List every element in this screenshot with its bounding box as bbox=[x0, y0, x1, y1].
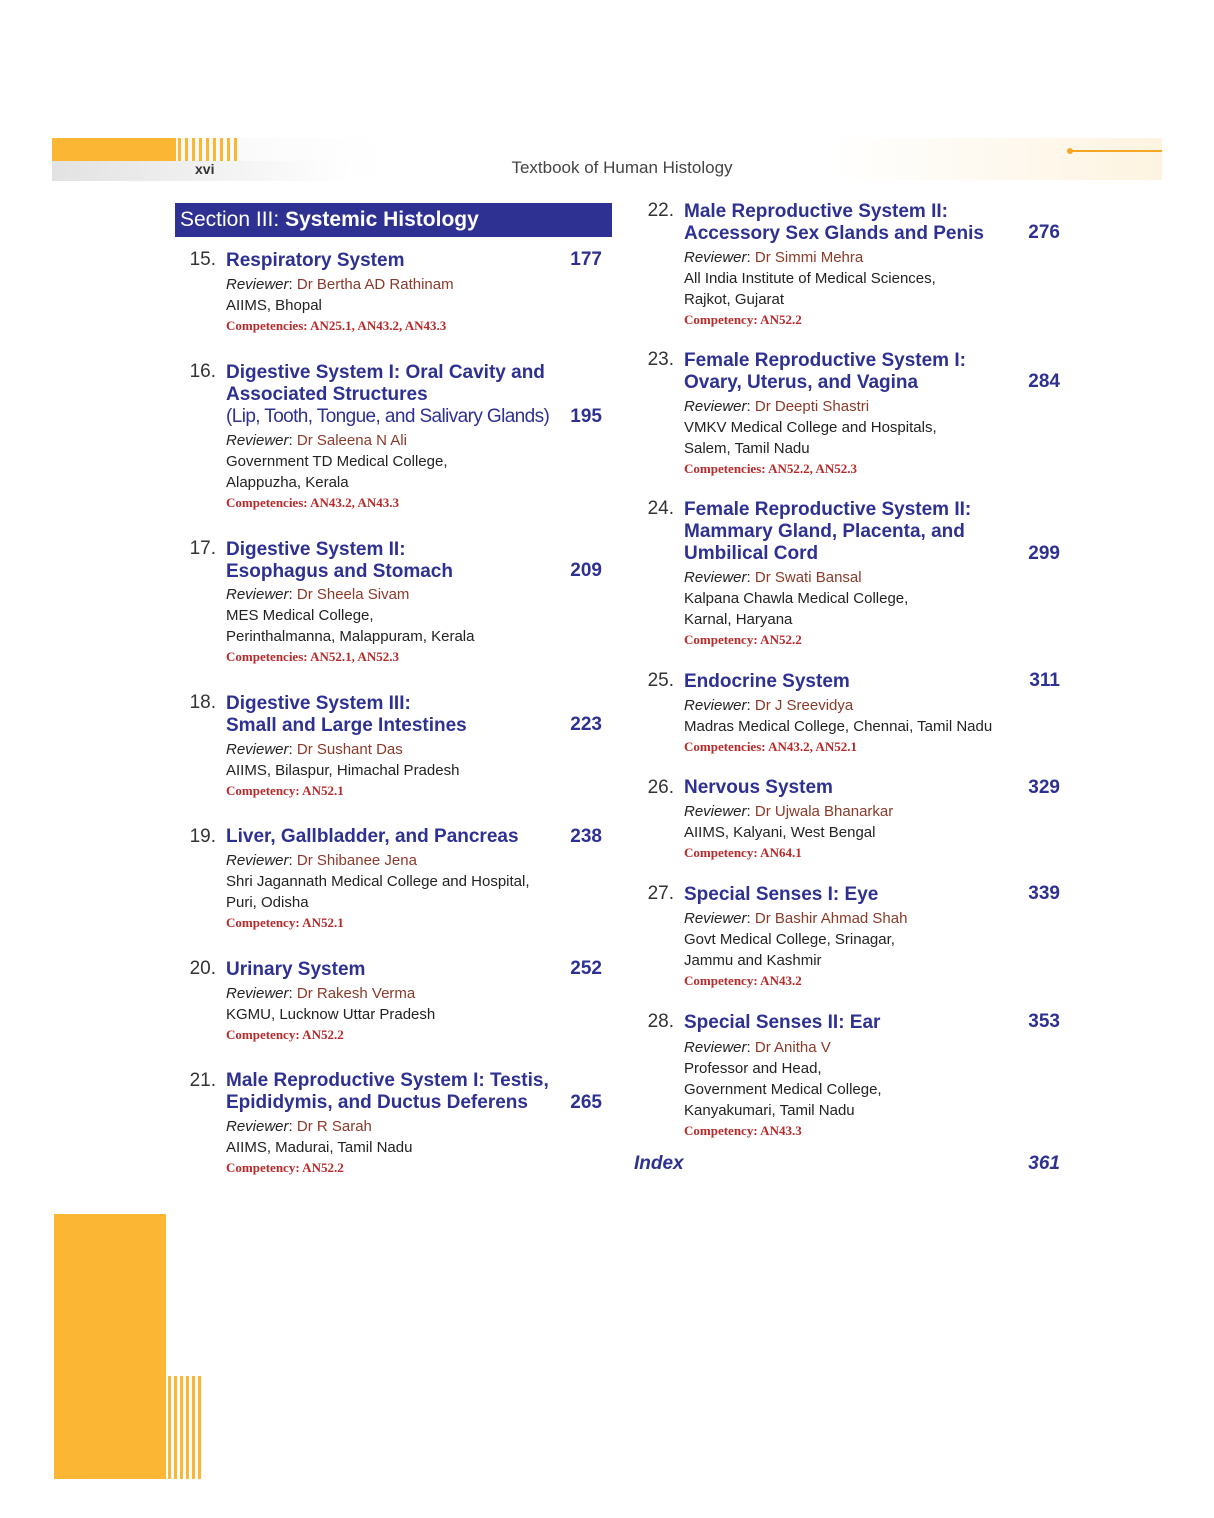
reviewer: Reviewer: Dr Shibanee Jena bbox=[226, 852, 417, 869]
chapter-number: 18. bbox=[189, 692, 216, 713]
affiliation: Alappuzha, Kerala bbox=[226, 474, 349, 491]
reviewer-label: Reviewer bbox=[684, 1039, 747, 1056]
reviewer: Reviewer: Dr Bertha AD Rathinam bbox=[226, 276, 454, 293]
reviewer: Reviewer: Dr Sushant Das bbox=[226, 741, 403, 758]
chapter-number: 16. bbox=[189, 361, 216, 382]
competency: Competencies: AN52.1, AN52.3 bbox=[226, 649, 399, 664]
reviewer-name: Dr Sheela Sivam bbox=[296, 586, 410, 603]
reviewer: Reviewer: Dr Sheela Sivam bbox=[226, 586, 410, 603]
chapter-title-line[interactable]: Epididymis, and Ductus Deferens bbox=[226, 1092, 528, 1113]
reviewer-label: Reviewer bbox=[226, 432, 289, 449]
reviewer-name: Dr Ujwala Bhanarkar bbox=[754, 803, 894, 820]
index-label[interactable]: Index bbox=[634, 1153, 684, 1174]
chapter-number: 26. bbox=[647, 777, 674, 798]
affiliation: Kalpana Chawla Medical College, bbox=[684, 590, 909, 607]
chapter-subtitle: (Lip, Tooth, Tongue, and Salivary Glands) bbox=[226, 406, 550, 427]
chapter-number: 25. bbox=[647, 670, 674, 691]
reviewer: Reviewer: Dr Ujwala Bhanarkar bbox=[684, 803, 894, 820]
affiliation: MES Medical College, bbox=[226, 607, 374, 624]
reviewer: Reviewer: Dr Rakesh Verma bbox=[226, 985, 416, 1002]
reviewer-label: Reviewer bbox=[226, 741, 289, 758]
chapter-title-line[interactable]: Associated Structures bbox=[226, 384, 428, 405]
chapter-page: 311 bbox=[1029, 670, 1060, 691]
affiliation: All India Institute of Medical Sciences, bbox=[684, 270, 936, 287]
reviewer-label: Reviewer bbox=[684, 398, 747, 415]
chapter-title-line[interactable]: Accessory Sex Glands and Penis bbox=[684, 223, 984, 244]
affiliation: Puri, Odisha bbox=[226, 894, 309, 911]
reviewer: Reviewer: Dr Anitha V bbox=[684, 1039, 831, 1056]
chapter-page: 177 bbox=[570, 249, 602, 270]
competency: Competencies: AN25.1, AN43.2, AN43.3 bbox=[226, 318, 447, 333]
affiliation: AIIMS, Madurai, Tamil Nadu bbox=[226, 1139, 413, 1156]
reviewer-name: Dr Sushant Das bbox=[296, 741, 403, 758]
chapter-title[interactable]: Digestive System III: bbox=[226, 693, 411, 714]
reviewer-name: Dr Shibanee Jena bbox=[296, 852, 417, 869]
reviewer-name: Dr Bertha AD Rathinam bbox=[296, 276, 454, 293]
competency: Competency: AN52.1 bbox=[226, 915, 344, 930]
chapter-page: 195 bbox=[570, 406, 602, 427]
affiliation: Karnal, Haryana bbox=[684, 611, 793, 628]
chapter-number: 17. bbox=[189, 538, 216, 559]
section-name: Systemic Histology bbox=[285, 208, 479, 231]
reviewer: Reviewer: Dr Deepti Shastri bbox=[684, 398, 870, 415]
reviewer-label: Reviewer bbox=[684, 803, 747, 820]
competency: Competencies: AN43.2, AN52.1 bbox=[684, 739, 857, 754]
competency: Competency: AN52.2 bbox=[684, 632, 802, 647]
chapter-page: 209 bbox=[570, 560, 602, 581]
chapter-title[interactable]: Urinary System bbox=[226, 959, 366, 980]
chapter-title[interactable]: Male Reproductive System I: Testis, bbox=[226, 1070, 549, 1091]
reviewer: Reviewer: Dr Bashir Ahmad Shah bbox=[684, 910, 908, 927]
chapter-title-line[interactable]: Small and Large Intestines bbox=[226, 715, 467, 736]
reviewer-label: Reviewer bbox=[684, 249, 747, 266]
affiliation: KGMU, Lucknow Uttar Pradesh bbox=[226, 1006, 436, 1023]
reviewer-label: Reviewer bbox=[226, 852, 289, 869]
chapter-page: 265 bbox=[570, 1092, 602, 1113]
page-number: xvi bbox=[195, 161, 215, 177]
affiliation: AIIMS, Bhopal bbox=[226, 297, 322, 314]
chapter-page: 223 bbox=[570, 714, 602, 735]
competency: Competencies: AN43.2, AN43.3 bbox=[226, 495, 399, 510]
affiliation: Rajkot, Gujarat bbox=[684, 291, 785, 308]
chapter-page: 299 bbox=[1028, 543, 1060, 564]
competency: Competency: AN43.2 bbox=[684, 973, 802, 988]
reviewer-name: Dr Anitha V bbox=[754, 1039, 831, 1056]
chapter-title[interactable]: Female Reproductive System I: bbox=[684, 350, 966, 371]
reviewer: Reviewer: Dr R Sarah bbox=[226, 1118, 372, 1135]
competency: Competency: AN52.1 bbox=[226, 783, 344, 798]
chapter-title[interactable]: Endocrine System bbox=[684, 671, 850, 692]
competency: Competency: AN43.3 bbox=[684, 1123, 802, 1138]
affiliation: Professor and Head, bbox=[684, 1060, 822, 1077]
affiliation: Govt Medical College, Srinagar, bbox=[684, 931, 895, 948]
affiliation: AIIMS, Bilaspur, Himachal Pradesh bbox=[226, 762, 460, 779]
header-rule bbox=[1072, 150, 1162, 152]
competency: Competency: AN52.2 bbox=[684, 312, 802, 327]
chapter-title[interactable]: Special Senses II: Ear bbox=[684, 1012, 881, 1033]
chapter-number: 24. bbox=[647, 498, 674, 519]
chapter-number: 15. bbox=[189, 249, 216, 270]
chapter-title-line[interactable]: Ovary, Uterus, and Vagina bbox=[684, 372, 919, 393]
reviewer-name: Dr J Sreevidya bbox=[754, 697, 854, 714]
affiliation: Shri Jagannath Medical College and Hospital, bbox=[226, 873, 530, 890]
reviewer: Reviewer: Dr Simmi Mehra bbox=[684, 249, 864, 266]
affiliation: Salem, Tamil Nadu bbox=[684, 440, 810, 457]
reviewer-name: Dr Rakesh Verma bbox=[296, 985, 416, 1002]
chapter-title-line[interactable]: Esophagus and Stomach bbox=[226, 561, 453, 582]
affiliation: Perinthalmanna, Malappuram, Kerala bbox=[226, 628, 475, 645]
reviewer-label: Reviewer bbox=[226, 1118, 289, 1135]
chapter-title[interactable]: Male Reproductive System II: bbox=[684, 201, 948, 222]
reviewer-name: Dr Swati Bansal bbox=[754, 569, 862, 586]
chapter-page: 238 bbox=[570, 826, 602, 847]
chapter-number: 23. bbox=[647, 349, 674, 370]
reviewer-label: Reviewer bbox=[684, 910, 747, 927]
chapter-title[interactable]: Nervous System bbox=[684, 777, 833, 798]
affiliation: Jammu and Kashmir bbox=[684, 952, 822, 969]
chapter-page: 329 bbox=[1028, 777, 1060, 798]
chapter-title-line[interactable]: Mammary Gland, Placenta, and bbox=[684, 521, 965, 542]
header-dot bbox=[1067, 148, 1073, 154]
chapter-page: 252 bbox=[570, 958, 602, 979]
affiliation: Government TD Medical College, bbox=[226, 453, 448, 470]
reviewer-label: Reviewer bbox=[684, 697, 747, 714]
reviewer-name: Dr Saleena N Ali bbox=[296, 432, 407, 449]
reviewer-label: Reviewer bbox=[226, 586, 289, 603]
affiliation: Kanyakumari, Tamil Nadu bbox=[684, 1102, 855, 1119]
reviewer-label: Reviewer bbox=[226, 985, 289, 1002]
affiliation: AIIMS, Kalyani, West Bengal bbox=[684, 824, 876, 841]
reviewer: Reviewer: Dr Swati Bansal bbox=[684, 569, 862, 586]
chapter-page: 284 bbox=[1028, 371, 1060, 392]
chapter-title[interactable]: Special Senses I: Eye bbox=[684, 884, 879, 905]
reviewer: Reviewer: Dr Saleena N Ali bbox=[226, 432, 407, 449]
chapter-number: 22. bbox=[647, 200, 674, 221]
chapter-number: 19. bbox=[189, 826, 216, 847]
chapter-title[interactable]: Female Reproductive System II: bbox=[684, 499, 972, 520]
chapter-number: 28. bbox=[647, 1011, 674, 1032]
chapter-title[interactable]: Digestive System I: Oral Cavity and bbox=[226, 362, 545, 383]
chapter-page: 276 bbox=[1028, 222, 1060, 243]
reviewer-label: Reviewer bbox=[684, 569, 747, 586]
reviewer-name: Dr Simmi Mehra bbox=[754, 249, 864, 266]
chapter-number: 27. bbox=[647, 883, 674, 904]
chapter-title[interactable]: Respiratory System bbox=[226, 250, 405, 271]
chapter-number: 20. bbox=[189, 958, 216, 979]
chapter-page: 339 bbox=[1028, 883, 1060, 904]
footer-color-block bbox=[54, 1214, 166, 1479]
section-label: Section III: bbox=[180, 208, 280, 231]
chapter-page: 353 bbox=[1028, 1011, 1060, 1032]
chapter-title[interactable]: Liver, Gallbladder, and Pancreas bbox=[226, 826, 519, 847]
affiliation: Government Medical College, bbox=[684, 1081, 882, 1098]
chapter-title-line[interactable]: Umbilical Cord bbox=[684, 543, 819, 564]
competency: Competencies: AN52.2, AN52.3 bbox=[684, 461, 857, 476]
chapter-number: 21. bbox=[189, 1070, 216, 1091]
reviewer-label: Reviewer bbox=[226, 276, 289, 293]
index-page: 361 bbox=[1028, 1153, 1060, 1174]
reviewer-name: Dr Deepti Shastri bbox=[754, 398, 870, 415]
reviewer: Reviewer: Dr J Sreevidya bbox=[684, 697, 854, 714]
reviewer-name: Dr R Sarah bbox=[296, 1118, 372, 1135]
reviewer-name: Dr Bashir Ahmad Shah bbox=[754, 910, 908, 927]
affiliation: VMKV Medical College and Hospitals, bbox=[684, 419, 937, 436]
competency: Competency: AN64.1 bbox=[684, 845, 802, 860]
chapter-title[interactable]: Digestive System II: bbox=[226, 539, 406, 560]
competency: Competency: AN52.2 bbox=[226, 1027, 344, 1042]
competency: Competency: AN52.2 bbox=[226, 1160, 344, 1175]
affiliation: Madras Medical College, Chennai, Tamil Nadu bbox=[684, 718, 993, 735]
book-title: Textbook of Human Histology bbox=[511, 158, 733, 177]
section-title bbox=[175, 203, 612, 237]
